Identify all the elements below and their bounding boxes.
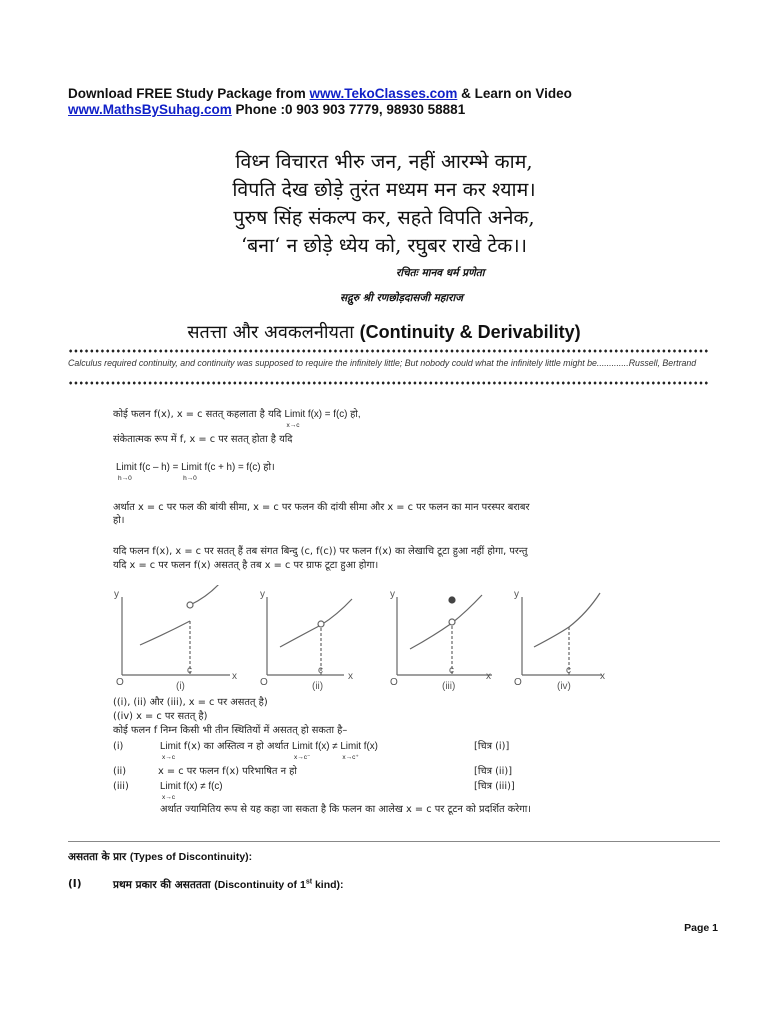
fig2-x-label: x <box>348 671 353 682</box>
limit-sub: h→0 <box>118 475 132 482</box>
definition-math: f(x) = f(c) हो, <box>305 409 361 420</box>
limit-sub: h→0 <box>183 475 197 482</box>
fig1-origin: O <box>116 677 124 688</box>
poem-signature-1: रचितः मानव धर्म प्रणेता <box>396 267 485 279</box>
limit-word: Limit <box>160 781 181 792</box>
limit-equation <box>116 462 275 482</box>
fig1-c: c <box>187 665 192 676</box>
graph-line-2: यदि x = c पर फलन f(x) असतत् है तब x = c पर ग्राफ टूटा हुआ होगा। <box>113 560 379 571</box>
subsection-english-b: kind): <box>312 879 344 891</box>
limit-word: Limit <box>291 741 313 752</box>
subsection-english-a: (Discontinuity of 1 <box>214 879 306 891</box>
limit-op <box>340 741 362 761</box>
limit-op <box>116 462 137 482</box>
condition-iii <box>160 781 223 801</box>
subsection-hindi: प्रथम प्रकार की असततता <box>113 879 215 891</box>
fig3-c: c <box>449 665 454 676</box>
limit-op <box>181 462 202 482</box>
graph-line-1: यदि फलन f(x), x = c पर सतत् हैं तब संगत बिन्दु (c, f(c)) पर फलन f(x) का लेखाचि टूटा हुआ नहीं होगा, परन्तु <box>113 546 528 557</box>
subsection-english <box>214 879 343 891</box>
limit-word: Limit <box>116 462 137 473</box>
equation-part: f(c – h) = <box>136 462 182 473</box>
poem-line-3: पुरुष सिंह संकल्प कर, सहते विपति अनेक, <box>233 206 535 229</box>
fig3-x-label: x <box>486 671 491 682</box>
definition-line <box>113 409 361 429</box>
figure-ref-ii: [चित्र (ii)] <box>474 766 513 777</box>
section-heading <box>68 850 252 864</box>
title-english: (Continuity & Derivability) <box>359 322 581 342</box>
fig4-c: c <box>566 665 571 676</box>
continuous-note: ((iv) x = c पर सतत् है) <box>113 711 208 722</box>
limit-op <box>291 741 313 761</box>
fig4-y-label: y <box>514 589 519 600</box>
header-text: Download FREE Study Package from <box>68 86 310 101</box>
fig1-label: (i) <box>176 681 185 692</box>
poem-line-2: विपति देख छोड़े तुरंत मध्यम मन कर श्याम। <box>232 178 536 201</box>
figure-ref-i: [चित्र (i)] <box>474 741 510 752</box>
equation-part: f(c + h) = f(c) हो। <box>201 462 275 473</box>
meaning-line-1: अर्थात x = c पर फल की बांयी सीमा, x = c पर फलन की दांयी सीमा और x = c पर फलन का मान परस्पर बराबर <box>113 502 530 513</box>
fig1-y-label: y <box>114 589 119 600</box>
quote-text: Calculus required continuity, and continuity was supposed to require the infinitely little; But nobody could what the infinitely little might be.............Russell, Bertrand <box>68 358 697 368</box>
fig3-y-label: y <box>390 589 395 600</box>
header-text: & Learn on Video <box>457 86 572 101</box>
limit-sub: x→c <box>162 754 175 761</box>
limit-op <box>284 409 306 429</box>
header-line-1 <box>68 86 572 102</box>
poem-signature-2: सद्गुरु श्री रणछोड़दासजी महाराज <box>340 292 463 304</box>
fig2-y-label: y <box>260 589 265 600</box>
limit-word: Limit <box>284 409 306 420</box>
condition-i-number: (i) <box>113 741 124 752</box>
limit-word: Limit <box>181 462 202 473</box>
fig1-x-label: x <box>232 671 237 682</box>
subsection-number: (I) <box>68 878 82 890</box>
condition-math: f(x) <box>361 741 378 752</box>
fig2-label: (ii) <box>312 681 324 692</box>
subsection-heading <box>113 878 344 892</box>
meaning-line-2: हो। <box>113 515 125 526</box>
subsection-sup: st <box>305 878 313 886</box>
condition-ii-number: (ii) <box>113 766 127 777</box>
fig2-origin: O <box>260 677 268 688</box>
condition-math: f(x) ≠ <box>312 741 341 752</box>
limit-sub: x→c⁻ <box>293 754 311 761</box>
limit-sub: x→c <box>286 422 300 429</box>
mathsbysuhag-link[interactable]: www.MathsBySuhag.com <box>68 102 232 117</box>
limit-op <box>160 741 181 761</box>
condition-math: f(x) ≠ f(c) <box>180 781 223 792</box>
dotted-divider-bottom <box>68 381 708 385</box>
limit-sub: x→c <box>162 794 175 801</box>
condition-iii-number: (iii) <box>113 781 129 792</box>
definition-text: कोई फलन f(x), x = c सतत् कहलाता है यदि <box>113 409 285 420</box>
condition-i <box>160 741 378 761</box>
section-heading-hindi: असतता के प्रार <box>68 851 130 863</box>
title-hindi: सतत्ता और अवकलनीयता <box>187 322 360 343</box>
figure-ref-iii: [चित्र (iii)] <box>474 781 515 792</box>
condition-ii: x = c पर फलन f(x) परिभाषित न हो <box>158 766 297 777</box>
poem-line-4: ‘बना‘ न छोड़े ध्येय को, रघुबर राखे टेक।। <box>240 234 528 257</box>
condition-text: f(x) का अस्तित्व न हो अर्थात <box>180 741 292 752</box>
fig4-x-label: x <box>600 671 605 682</box>
poem-line-1: विध्न विचारत भीरु जन, नहीं आरम्भे काम, <box>235 150 533 173</box>
discontinuous-note: ((i), (ii) और (iii), x = c पर असतत् है) <box>113 697 268 708</box>
geometric-meaning: अर्थात ज्यामितिय रूप से यह कहा जा सकता है कि फलन का आलेख x = c पर टूटन को प्रदर्शित करेगा। <box>160 804 532 815</box>
curve-left <box>140 621 190 645</box>
section-divider <box>68 841 720 842</box>
fig4-label: (iv) <box>557 681 571 692</box>
limit-op <box>160 781 181 801</box>
dotted-divider-top <box>68 349 708 353</box>
phone-text: Phone :0 903 903 7779, 98930 58881 <box>231 102 466 117</box>
continuity-figures <box>112 585 622 695</box>
page-title <box>0 320 768 344</box>
fig3-origin: O <box>390 677 398 688</box>
section-heading-english: (Types of Discontinuity): <box>129 851 253 863</box>
fig4-origin: O <box>514 677 522 688</box>
open-point <box>187 602 193 608</box>
tekoclasses-link[interactable]: www.TekoClasses.com <box>309 86 458 101</box>
fig3-label: (iii) <box>442 681 456 692</box>
curve-right <box>190 585 220 605</box>
conditions-intro: कोई फलन f निम्न किसी भी तीन स्थितियों में असतत् हो सकता है– <box>113 725 348 736</box>
limit-sub: x→c⁺ <box>342 754 359 761</box>
header-line-2 <box>68 102 465 118</box>
limit-word: Limit <box>160 741 181 752</box>
symbolic-line: संकेतात्मक रूप में f, x = c पर सतत् होता है यदि <box>113 434 293 445</box>
page-number: Page 1 <box>684 922 718 934</box>
limit-word: Limit <box>340 741 362 752</box>
fig2-c: c <box>318 665 323 676</box>
